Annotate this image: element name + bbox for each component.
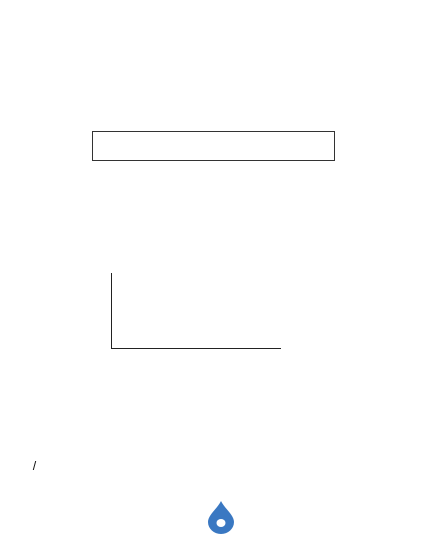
graph-x-axis (111, 348, 281, 349)
graph-y-axis (111, 273, 112, 349)
text-cursor (33, 461, 36, 470)
diagram-placeholder-box (92, 131, 335, 161)
mixture-paragraph (33, 461, 418, 472)
selection-handle-icon[interactable] (206, 500, 236, 534)
